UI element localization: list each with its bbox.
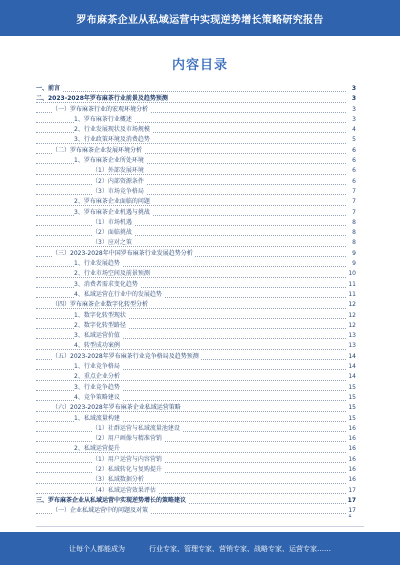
toc-entry-page: 7	[350, 187, 356, 197]
toc-entry-page: 6	[350, 146, 356, 156]
toc-entry-title: 2、数字化转型路径	[74, 321, 126, 329]
toc-leader-dots	[36, 91, 346, 92]
toc-entry[interactable]	[36, 475, 356, 485]
toc-entry-page: 3	[350, 115, 356, 125]
toc-entry-page: 17	[346, 496, 356, 506]
toc-entry-page: 15	[346, 403, 356, 413]
toc-entry-page: 7	[350, 208, 356, 218]
toc-entry-title: 3、罗布麻茶企业机遇与挑战	[74, 208, 150, 216]
toc-entry[interactable]	[36, 135, 356, 145]
toc-entry-title: （六）2023-2028年罗布麻茶企业私域运营策略	[52, 404, 181, 412]
page-title: 内容目录	[171, 58, 228, 73]
toc-entry-title: （一）罗布麻茶行业的宏观环境分析	[52, 105, 149, 113]
toc-entry-title: （2）私域转化与复购提升	[92, 465, 162, 473]
toc-leader-dots	[36, 235, 346, 236]
toc-entry[interactable]	[36, 341, 356, 351]
toc-entry[interactable]	[36, 238, 356, 248]
toc-entry[interactable]	[36, 465, 356, 475]
toc-entry-title: 3、行业政策环境及消费趋势	[74, 136, 150, 144]
report-header	[0, 0, 400, 36]
toc-leader-dots	[36, 431, 346, 432]
toc-entry[interactable]	[36, 486, 356, 496]
toc-entry-title: （2）面临挑战	[92, 229, 132, 237]
toc-entry[interactable]	[36, 166, 356, 176]
toc-entry[interactable]	[36, 208, 356, 218]
toc-entry-title: 1、行业发展趋势	[74, 260, 120, 268]
toc-entry-title: 2、罗布麻茶企业面临的问题	[74, 198, 150, 206]
toc-leader-dots	[36, 483, 346, 484]
toc-entry-title: 1、行业竞争格局	[74, 363, 120, 371]
toc-entry-title: 一、前言	[36, 85, 61, 92]
toc-entry[interactable]	[36, 115, 356, 125]
toc-entry-page: 8	[350, 228, 356, 238]
toc-entry-title: 3、消费者需求变化趋势	[74, 280, 138, 288]
toc-entry-title: （3）应对之策	[92, 239, 132, 247]
toc-entry-page: 12	[346, 321, 356, 331]
toc-entry-page: 14	[346, 362, 356, 372]
toc-entry-page: 6	[350, 166, 356, 176]
toc-entry-page: 14	[346, 352, 356, 362]
toc-entry-title: （一）企业私域运营中的问题及对策	[52, 507, 149, 514]
toc-entry-page: 10	[346, 269, 356, 279]
toc-leader-dots	[36, 225, 346, 226]
toc-entry-title: 2、行业发展现状及市场规模	[74, 126, 150, 134]
toc-leader-dots	[36, 174, 346, 175]
toc-entry-page: 4	[350, 125, 356, 135]
toc-entry-page: 8	[350, 238, 356, 248]
toc-entry-title: （二）罗布麻茶企业发展环境分析	[52, 146, 143, 154]
toc-entry[interactable]	[36, 280, 356, 290]
toc-entry-title: （1）社群运营与私域流量池建设	[92, 424, 180, 432]
toc-entry[interactable]	[36, 259, 356, 269]
toc-entry-title: 1、罗布麻茶企业所处环境	[74, 157, 144, 165]
toc-entry-title: （2）内部资源条件	[92, 177, 144, 185]
footer-divider	[36, 526, 364, 527]
toc-entry-page: 14	[346, 372, 356, 382]
toc-entry-page: 8	[350, 218, 356, 228]
toc-entry[interactable]	[36, 177, 356, 187]
toc-entry-page: 7	[350, 197, 356, 207]
toc-entry-page: 16	[346, 475, 356, 485]
toc-entry-page: 11	[346, 290, 356, 300]
toc-entry-title: 2、重点企业分析	[74, 373, 120, 381]
toc-entry-title: 2、私域运营提升	[74, 445, 120, 453]
toc-entry-page: 6	[350, 156, 356, 166]
toc-entry[interactable]	[36, 444, 356, 454]
toc-entry-page: 13	[346, 341, 356, 351]
toc-entry[interactable]	[36, 403, 356, 413]
toc-entry-title: （三）2023-2028年中国罗布麻茶行业发展趋势分析	[52, 249, 193, 257]
toc-entry-page: 9	[350, 249, 356, 259]
toc-entry[interactable]	[36, 146, 356, 156]
toc-entry-title: （4）私域运营效果评估	[92, 486, 156, 494]
toc-entry[interactable]	[36, 506, 356, 514]
toc-entry[interactable]	[36, 393, 356, 403]
toc-entry-title: （1）市场机遇	[92, 218, 132, 226]
toc-entry[interactable]	[36, 84, 356, 94]
toc-entry[interactable]	[36, 125, 356, 135]
toc-entry[interactable]	[36, 187, 356, 197]
toc-entry-page: 15	[346, 393, 356, 403]
toc-leader-dots	[36, 184, 346, 185]
toc-entry[interactable]	[36, 455, 356, 465]
toc-entry-title: 1、私域流量构建	[74, 414, 120, 422]
toc-entry-title: （1）用户运营与内容营销	[92, 455, 162, 463]
toc-leader-dots	[36, 441, 346, 442]
toc-entry-title: 4、私域运营在行业中的发展趋势	[74, 290, 162, 298]
toc-entry-title: （四）罗布麻茶企业数字化转型分析	[52, 301, 149, 309]
toc-entry-page: 16	[346, 444, 356, 454]
toc-entry[interactable]	[36, 321, 356, 331]
toc-entry-title: 3、私域运营价值	[74, 332, 120, 340]
toc-entry-page: 3	[350, 94, 356, 104]
toc-entry-title: 三、罗布麻茶企业从私域运营中实现逆势增长的策略建议	[36, 496, 187, 504]
toc-leader-dots	[36, 472, 346, 473]
toc-entry-page: 16	[346, 424, 356, 434]
report-footer	[0, 532, 400, 565]
toc-entry-page: 12	[346, 300, 356, 310]
toc-entry[interactable]	[36, 424, 356, 434]
footer-slogan-left: 让每个人都能成为	[69, 544, 125, 553]
toc-entry[interactable]	[36, 218, 356, 228]
toc-entry-title: 4、竞争策略建议	[74, 393, 120, 401]
toc-entry[interactable]	[36, 156, 356, 166]
toc-entry-page: 16	[346, 434, 356, 444]
toc-entry-title: 4、转型成功案例	[74, 342, 120, 350]
toc-entry-title: （2）用户画像与精准营销	[92, 435, 162, 443]
toc-entry-title: （1）外部发展环境	[92, 167, 144, 175]
toc-leader-dots	[36, 493, 346, 494]
toc-entry[interactable]	[36, 414, 356, 424]
toc-entry[interactable]	[36, 362, 356, 372]
toc-entry-page: 9	[350, 259, 356, 269]
toc-leader-dots	[36, 194, 346, 195]
toc-entry-page: 13	[346, 331, 356, 341]
toc-entry-title: 3、行业竞争趋势	[74, 383, 120, 391]
toc-entry[interactable]	[36, 197, 356, 207]
toc-entry-page: 16	[346, 465, 356, 475]
toc-entry-title: 1、数字化转型现状	[74, 311, 126, 319]
toc-entry-page: 17	[346, 506, 356, 514]
toc-entry[interactable]	[36, 300, 356, 310]
toc-entry-title: 二、2023-2028年罗布麻茶行业前景及趋势预测	[36, 95, 168, 103]
report-title: 罗布麻茶企业从私域运营中实现逆势增长策略研究报告	[76, 14, 324, 26]
toc-entry[interactable]	[36, 496, 356, 506]
toc-entry-title: （3）市场竞争格局	[92, 187, 144, 195]
toc-entry[interactable]	[36, 290, 356, 300]
toc-entry[interactable]	[36, 434, 356, 444]
toc-entry-page: 11	[346, 280, 356, 290]
toc-entry-page: 6	[350, 177, 356, 187]
toc-leader-dots	[36, 246, 346, 247]
toc-entry[interactable]	[36, 269, 356, 279]
toc-entry[interactable]	[36, 372, 356, 382]
toc-entry[interactable]	[36, 249, 356, 259]
toc-entry[interactable]	[36, 311, 356, 321]
toc-entry-page: 16	[346, 455, 356, 465]
toc-leader-dots	[36, 462, 346, 463]
toc-entry-title: （3）私域数据分析	[92, 476, 144, 484]
toc-entry-page: 12	[346, 311, 356, 321]
page-number: 1	[348, 512, 352, 519]
toc-entry-title: 1、罗布麻茶行业概述	[74, 115, 132, 123]
toc-entry-page: 15	[346, 414, 356, 424]
toc-entry-page: 17	[346, 486, 356, 496]
toc-entry[interactable]	[36, 94, 356, 104]
toc-entry-page: 15	[346, 383, 356, 393]
footer-slogan-right: 行业专家、管理专家、营销专家、战略专家、运营专家……	[149, 544, 331, 553]
toc-entry-page: 3	[350, 84, 356, 94]
table-of-contents	[36, 84, 356, 514]
toc-entry-title: 2、行业市场空间及前景预测	[74, 270, 150, 278]
toc-entry-page: 5	[350, 135, 356, 145]
toc-entry[interactable]	[36, 228, 356, 238]
toc-entry[interactable]	[36, 383, 356, 393]
toc-entry-page: 3	[350, 105, 356, 115]
toc-entry[interactable]	[36, 352, 356, 362]
toc-entry-title: （五）2023-2028年罗布麻茶行业竞争格局及趋势预测	[52, 352, 199, 360]
toc-entry[interactable]	[36, 331, 356, 341]
toc-entry[interactable]	[36, 105, 356, 115]
